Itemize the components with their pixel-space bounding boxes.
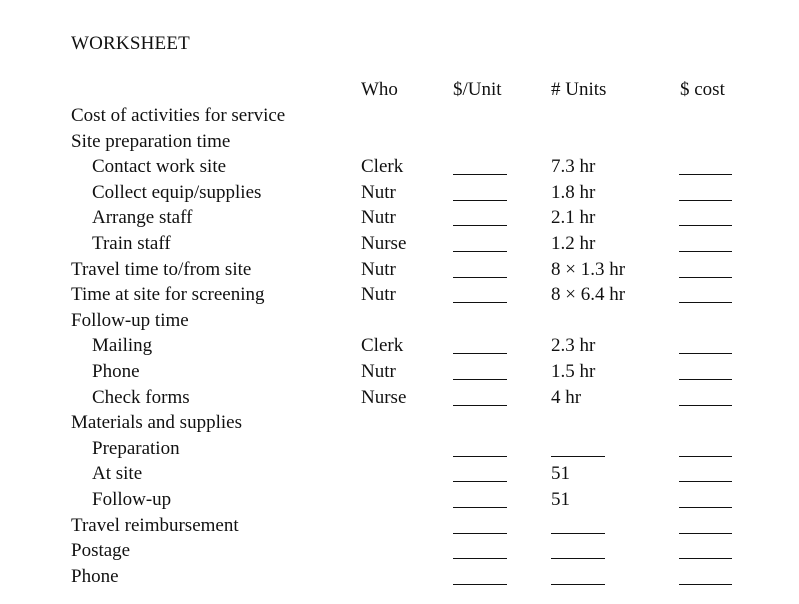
cost-blank[interactable] — [679, 174, 732, 175]
units-blank[interactable] — [551, 558, 605, 559]
row-label: Phone — [92, 360, 140, 382]
table-row — [0, 205, 799, 231]
table-row — [0, 436, 799, 462]
units-blank[interactable] — [551, 533, 605, 534]
table-row — [0, 103, 799, 129]
table-row — [0, 257, 799, 283]
table-row — [0, 461, 799, 487]
row-who: Nutr — [361, 181, 396, 203]
cost-blank[interactable] — [679, 200, 732, 201]
column-header-cost: $ cost — [680, 79, 725, 100]
row-units: 2.1 hr — [551, 207, 596, 229]
cost-blank[interactable] — [679, 481, 732, 482]
per-unit-blank[interactable] — [453, 456, 507, 457]
worksheet-table — [0, 103, 799, 589]
cost-blank[interactable] — [679, 251, 732, 252]
row-units: 1.8 hr — [551, 181, 596, 203]
table-row — [0, 513, 799, 539]
table-row — [0, 538, 799, 564]
per-unit-blank[interactable] — [453, 507, 507, 508]
row-label: Collect equip/supplies — [92, 181, 262, 203]
row-who: Clerk — [361, 156, 404, 178]
row-label: Travel reimbursement — [71, 514, 239, 536]
per-unit-blank[interactable] — [453, 353, 507, 354]
per-unit-blank[interactable] — [453, 225, 507, 226]
cost-blank[interactable] — [679, 353, 732, 354]
per-unit-blank[interactable] — [453, 379, 507, 380]
row-who: Nurse — [361, 386, 407, 408]
row-label: Arrange staff — [92, 207, 193, 229]
per-unit-blank[interactable] — [453, 174, 507, 175]
row-label: Phone — [71, 565, 119, 587]
per-unit-blank[interactable] — [453, 200, 507, 201]
row-units: 1.2 hr — [551, 232, 596, 254]
cost-blank[interactable] — [679, 456, 732, 457]
row-label: Travel time to/from site — [71, 258, 252, 280]
row-label: Train staff — [92, 232, 171, 254]
cost-blank[interactable] — [679, 533, 732, 534]
column-header-units: # Units — [551, 79, 607, 100]
row-units: 2.3 hr — [551, 335, 596, 357]
per-unit-blank[interactable] — [453, 277, 507, 278]
row-label: Follow-up time — [71, 309, 189, 331]
table-row — [0, 180, 799, 206]
row-units: 51 — [551, 463, 570, 485]
cost-blank[interactable] — [679, 277, 732, 278]
column-header-per-unit: $/Unit — [453, 79, 502, 100]
column-header-who: Who — [361, 79, 398, 100]
table-row — [0, 385, 799, 411]
table-row — [0, 410, 799, 436]
row-label: Site preparation time — [71, 130, 231, 152]
per-unit-blank[interactable] — [453, 302, 507, 303]
per-unit-blank[interactable] — [453, 405, 507, 406]
row-units: 4 hr — [551, 386, 582, 408]
row-who: Nutr — [361, 258, 396, 280]
row-label: Check forms — [92, 386, 190, 408]
row-who: Nutr — [361, 207, 396, 229]
row-who: Nurse — [361, 232, 407, 254]
row-label: Postage — [71, 540, 131, 562]
per-unit-blank[interactable] — [453, 584, 507, 585]
row-label: Cost of activities for service — [71, 105, 286, 126]
table-row — [0, 564, 799, 590]
cost-blank[interactable] — [679, 584, 732, 585]
table-row — [0, 282, 799, 308]
row-label: Mailing — [92, 335, 153, 357]
worksheet-title: WORKSHEET — [71, 33, 190, 54]
table-row — [0, 359, 799, 385]
row-who: Nutr — [361, 284, 396, 306]
table-row — [0, 129, 799, 155]
per-unit-blank[interactable] — [453, 533, 507, 534]
table-row — [0, 487, 799, 513]
units-blank[interactable] — [551, 584, 605, 585]
row-who: Clerk — [361, 335, 404, 357]
row-units: 8 × 6.4 hr — [551, 284, 626, 306]
row-label: Contact work site — [92, 156, 227, 178]
table-row — [0, 308, 799, 334]
cost-blank[interactable] — [679, 405, 732, 406]
row-who: Nutr — [361, 360, 396, 382]
per-unit-blank[interactable] — [453, 251, 507, 252]
table-row — [0, 154, 799, 180]
cost-blank[interactable] — [679, 302, 732, 303]
cost-blank[interactable] — [679, 558, 732, 559]
row-units: 51 — [551, 488, 570, 510]
row-units: 7.3 hr — [551, 156, 596, 178]
row-label: Materials and supplies — [71, 412, 242, 434]
row-label: Follow-up — [92, 488, 172, 510]
row-units: 8 × 1.3 hr — [551, 258, 626, 280]
table-row — [0, 231, 799, 257]
row-units: 1.5 hr — [551, 360, 596, 382]
cost-blank[interactable] — [679, 507, 732, 508]
row-label: Preparation — [92, 437, 180, 459]
row-label: Time at site for screening — [71, 284, 265, 306]
per-unit-blank[interactable] — [453, 481, 507, 482]
units-blank[interactable] — [551, 456, 605, 457]
cost-blank[interactable] — [679, 379, 732, 380]
table-row — [0, 333, 799, 359]
row-label: At site — [92, 463, 143, 485]
cost-blank[interactable] — [679, 225, 732, 226]
per-unit-blank[interactable] — [453, 558, 507, 559]
